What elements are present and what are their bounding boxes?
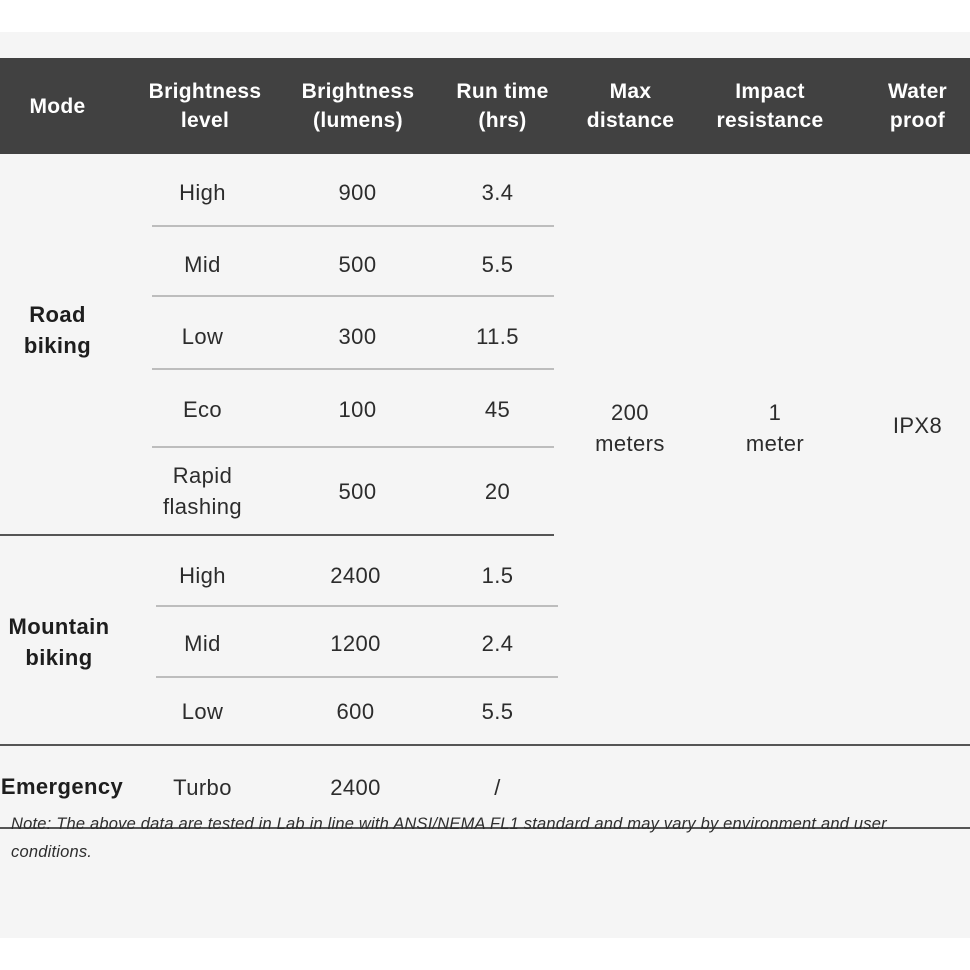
row-divider	[152, 225, 554, 227]
header-impact-resistance: Impact resistance	[716, 80, 824, 132]
runtime-cell: 11.5	[476, 323, 519, 349]
header-brightness-level: Brightness level	[148, 80, 262, 132]
runtime-cell: 5.5	[481, 698, 514, 724]
runtime-cell: 5.5	[481, 251, 514, 277]
level-cell: Eco	[182, 396, 223, 422]
mode-emergency: Emergency	[0, 773, 124, 799]
runtime-cell: 1.5	[481, 562, 514, 588]
lumens-cell: 2400	[330, 774, 381, 800]
runtime-cell: 20	[484, 478, 511, 504]
header-brightness-lumens: Brightness (lumens)	[301, 80, 415, 132]
level-cell: Mid	[184, 251, 221, 277]
group-divider	[0, 534, 554, 536]
row-divider	[152, 295, 554, 297]
impact-resistance-value: 1 meter	[745, 399, 805, 456]
row-divider	[156, 605, 558, 607]
lumens-cell: 500	[338, 478, 377, 504]
lumens-cell: 600	[336, 698, 375, 724]
table-header	[0, 58, 970, 154]
runtime-cell: /	[494, 774, 501, 800]
mode-road-biking: Road biking	[23, 302, 92, 358]
footnote: Note: The above data are tested in Lab in line with ANSI/NEMA FL1 standard and may vary by environment and user conditions.	[11, 815, 887, 861]
mode-mountain-biking: Mountain biking	[8, 614, 110, 670]
lumens-cell: 900	[338, 179, 377, 205]
group-divider	[0, 744, 970, 746]
level-cell: Low	[181, 698, 224, 724]
row-divider	[152, 368, 554, 370]
header-run-time: Run time (hrs)	[456, 80, 549, 132]
header-mode: Mode	[29, 94, 86, 118]
level-cell: Rapid flashing	[162, 463, 243, 519]
row-divider	[156, 676, 558, 678]
runtime-cell: 45	[484, 396, 511, 422]
level-cell: High	[179, 562, 226, 588]
row-divider	[152, 446, 554, 448]
max-distance-value: 200 meters	[595, 399, 665, 456]
lumens-cell: 1200	[330, 630, 381, 656]
level-cell: High	[179, 179, 226, 205]
lumens-cell: 2400	[330, 562, 381, 588]
level-cell: Turbo	[173, 774, 232, 800]
header-waterproof: Water proof	[887, 80, 948, 132]
lumens-cell: 100	[338, 396, 377, 422]
runtime-cell: 2.4	[481, 630, 514, 656]
header-max-distance: Max distance	[586, 80, 675, 132]
runtime-cell: 3.4	[481, 179, 514, 205]
waterproof-value: IPX8	[892, 412, 943, 438]
level-cell: Mid	[184, 630, 221, 656]
lumens-cell: 300	[338, 323, 377, 349]
lumens-cell: 500	[338, 251, 377, 277]
level-cell: Low	[181, 323, 224, 349]
